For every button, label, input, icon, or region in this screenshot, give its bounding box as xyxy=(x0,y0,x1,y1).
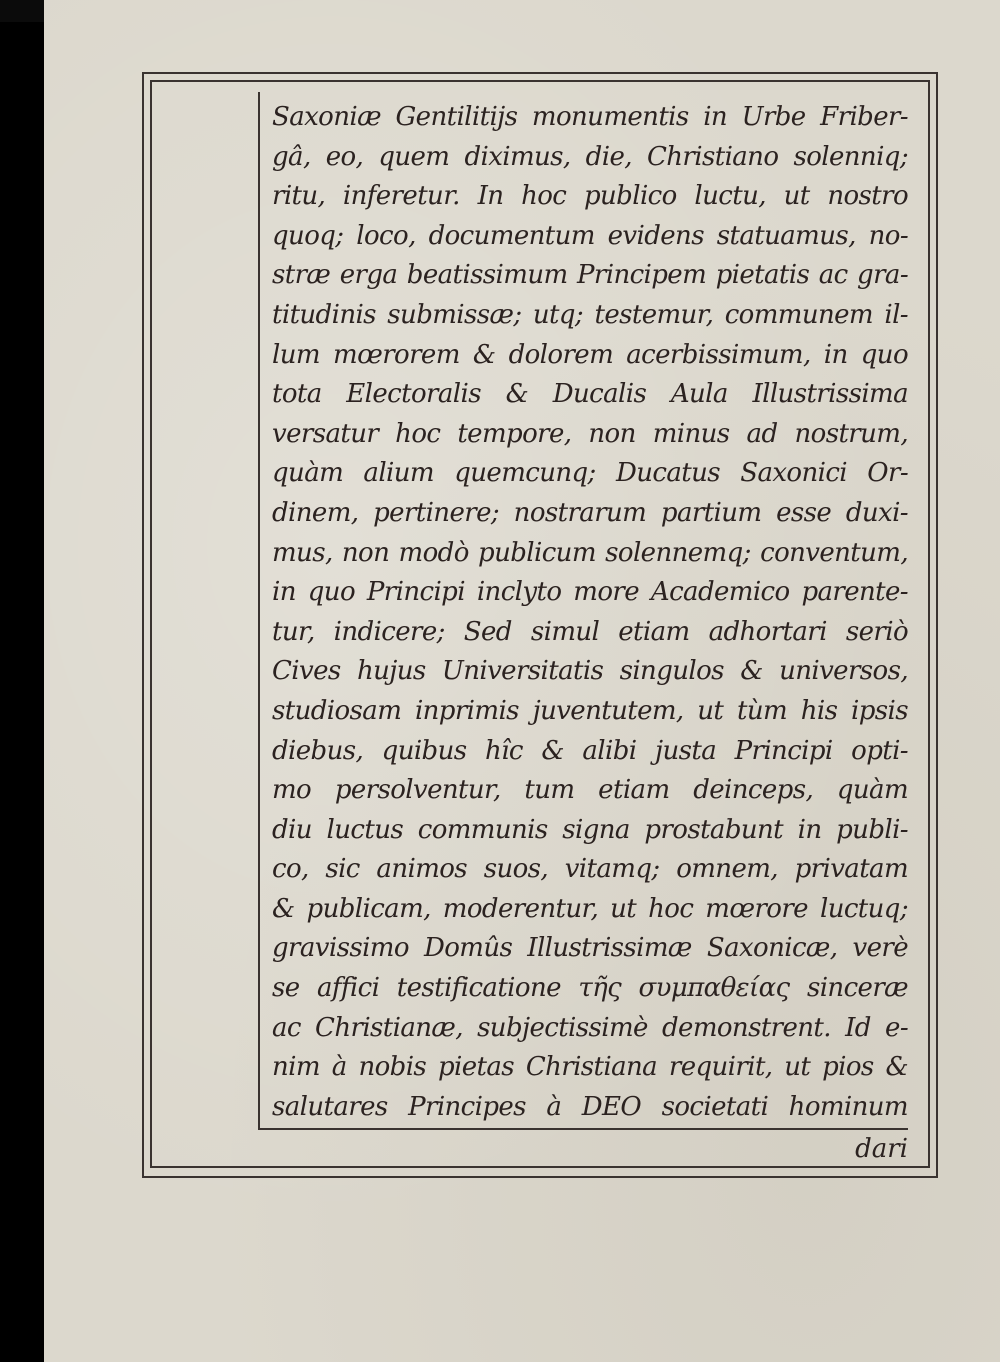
text-line: studiosam inprimis juventutem, ut tùm his ipsis xyxy=(272,695,908,726)
text-line: salutares Principes à DEO societati hominum xyxy=(272,1091,908,1122)
text-line: & publicam, moderentur, ut hoc mœrore luctuq; xyxy=(272,893,908,924)
text-line: tota Electoralis & Ducalis Aula Illustrissima xyxy=(272,379,908,410)
text-line: mo persolventur, tum etiam deinceps, quàm xyxy=(272,775,908,806)
text-line: in quo Principi inclyto more Academico parente- xyxy=(272,577,908,608)
text-line: co, sic animos suos, vitamq; omnem, privatam xyxy=(272,854,908,885)
text-line: Cives hujus Universitatis singulos & universos, xyxy=(272,656,908,687)
catchword: dari xyxy=(855,1134,908,1164)
text-line: titudinis submissæ; utq; testemur, communem il- xyxy=(272,299,908,330)
text-line: diu luctus communis signa prostabunt in publi- xyxy=(272,814,908,845)
text-line: mus, non modò publicum solennemq; conventum, xyxy=(272,537,908,568)
text-column-rule-left xyxy=(258,92,260,1128)
text-line: gravissimo Domûs Illustrissimæ Saxonicæ, verè xyxy=(272,933,908,964)
text-line: tur, indicere; Sed simul etiam adhortari seriò xyxy=(272,616,908,647)
text-line: quoq; loco, documentum evidens statuamus, no- xyxy=(272,220,908,251)
text-line: ritu, inferetur. In hoc publico luctu, ut nostro xyxy=(272,181,908,212)
text-line: versatur hoc tempore, non minus ad nostrum, xyxy=(272,418,908,449)
text-line: quàm alium quemcunq; Ducatus Saxonici Or- xyxy=(272,458,908,489)
text-line: Saxoniæ Gentilitijs monumentis in Urbe Friber- xyxy=(272,102,908,132)
text-line: lum mœrorem & dolorem acerbissimum, in quo xyxy=(272,339,908,370)
text-line: diebus, quibus hîc & alibi justa Principi opti- xyxy=(272,735,908,766)
text-line: ac Christianæ, subjectissimè demonstrent. Id e- xyxy=(272,1012,908,1043)
text-column-rule-bottom xyxy=(258,1128,908,1130)
text-line: gâ, eo, quem diximus, die, Christiano solenniq; xyxy=(272,141,908,172)
body-text xyxy=(272,98,908,1127)
text-line: dinem, pertinere; nostrarum partium esse duxi- xyxy=(272,497,908,528)
text-line: stræ erga beatissimum Principem pietatis ac gra- xyxy=(272,260,908,291)
text-line: se affici testificatione τῆς συμπαθείας sinceræ xyxy=(272,973,908,1004)
text-line: nim à nobis pietas Christiana requirit, ut pios & xyxy=(272,1052,908,1083)
